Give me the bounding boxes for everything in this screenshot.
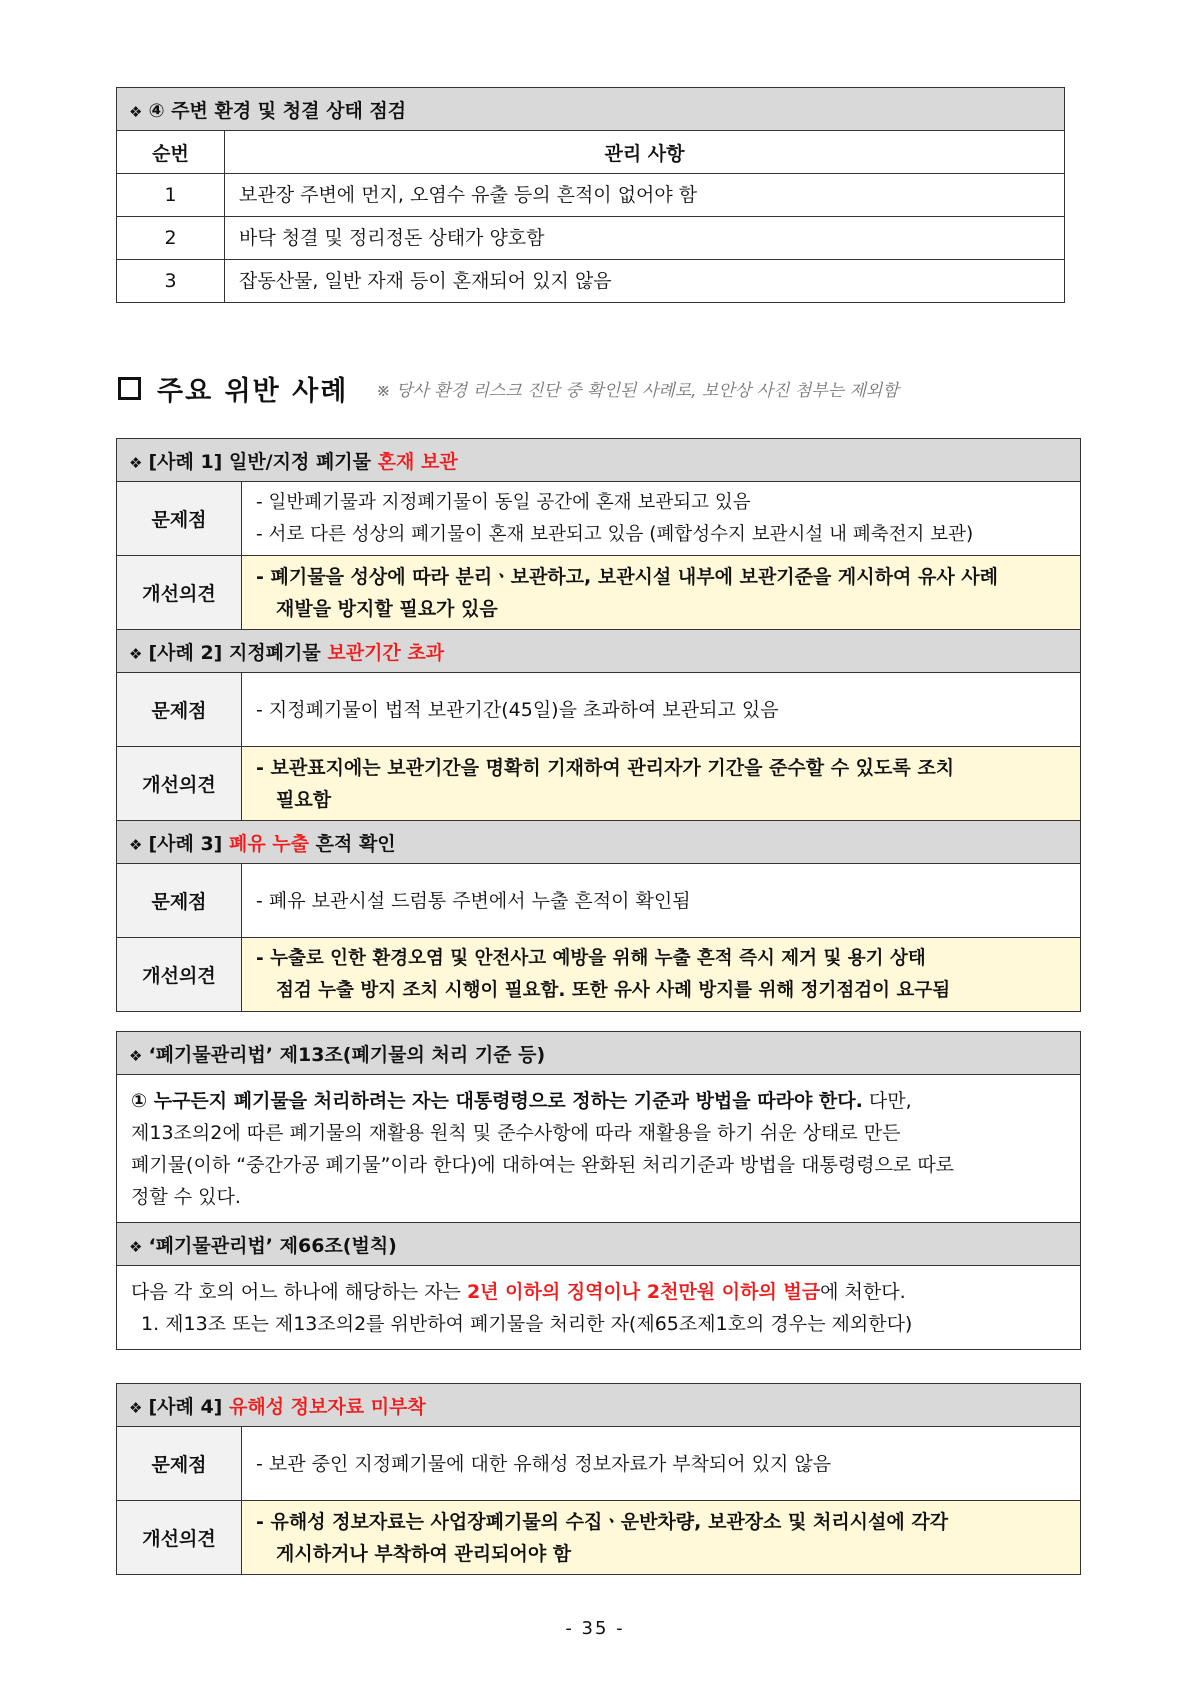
law-13-text: 정할 수 있다.	[131, 1185, 241, 1208]
opinion-label: 개선의견	[117, 938, 242, 1012]
opinion-text	[242, 556, 1081, 630]
violations-note: ※ 당사 환경 리스크 진단 중 확인된 사례로, 보안상 사진 첨부는 제외함	[376, 380, 899, 401]
page-number: - 35 -	[565, 1618, 625, 1639]
law-13-text: 다만,	[862, 1089, 912, 1112]
opinion-label: 개선의견	[117, 747, 242, 821]
penalty-highlight: 2년 이하의 징역이나 2천만원 이하의 벌금	[466, 1280, 821, 1303]
case-title: [사례 1] 일반/지정 폐기물	[148, 450, 378, 473]
opinion-text	[242, 1501, 1081, 1575]
problem-line: - 서로 다른 성상의 폐기물이 혼재 보관되고 있음 (폐합성수지 보관시설 내 폐축전지 보관)	[256, 523, 974, 545]
column-header-item: 관리 사항	[225, 131, 1065, 174]
law-66-body	[117, 1266, 1081, 1350]
case-highlight: 폐유 누출	[228, 832, 310, 855]
law-13-text: 폐기물(이하 “중간가공 폐기물”이라 한다)에 대하여는 완화된 처리기준과 방법을 대통령령으로 따로	[131, 1153, 955, 1176]
opinion-line: - 보관표지에는 보관기간을 명확히 기재하여 관리자가 기간을 준수할 수 있도록 조치	[256, 756, 955, 779]
opinion-text	[242, 747, 1081, 821]
row-number: 1	[117, 174, 225, 217]
diamond-bullet-icon: ❖	[129, 102, 143, 121]
cases-table	[116, 438, 1081, 1012]
law-66-header	[117, 1223, 1081, 1266]
case-2-header	[117, 630, 1081, 673]
row-number: 3	[117, 260, 225, 303]
case-highlight: 혼재 보관	[377, 450, 458, 473]
diamond-bullet-icon: ❖	[129, 644, 143, 663]
opinion-label: 개선의견	[117, 1501, 242, 1575]
problem-label: 문제점	[117, 1427, 242, 1501]
law-13-title: ‘폐기물관리법’ 제13조(폐기물의 처리 기준 등)	[148, 1043, 546, 1066]
case-title: [사례 2] 지정폐기물	[148, 641, 328, 664]
case-3-header	[117, 821, 1081, 864]
problem-text: - 지정폐기물이 법적 보관기간(45일)을 초과하여 보관되고 있음	[242, 673, 1081, 747]
diamond-bullet-icon: ❖	[129, 1398, 143, 1417]
diamond-bullet-icon: ❖	[129, 1046, 143, 1065]
opinion-text	[242, 938, 1081, 1012]
problem-label: 문제점	[117, 482, 242, 556]
violations-title: 주요 위반 사례	[157, 375, 349, 407]
column-header-no: 순번	[117, 131, 225, 174]
row-text: 바닥 청결 및 정리정돈 상태가 양호함	[225, 217, 1065, 260]
table-row	[117, 260, 1065, 303]
opinion-line: - 유해성 정보자료는 사업장폐기물의 수집ㆍ운반차량, 보관장소 및 처리시설에 각각	[256, 1510, 949, 1533]
case-title-suffix: 흔적 확인	[309, 832, 396, 855]
row-text: 잡동산물, 일반 자재 등이 혼재되어 있지 않음	[225, 260, 1065, 303]
case-1-header	[117, 439, 1081, 482]
checklist-table	[116, 87, 1065, 303]
problem-label: 문제점	[117, 673, 242, 747]
table-row	[117, 217, 1065, 260]
problem-label: 문제점	[117, 864, 242, 938]
case-title: [사례 4]	[148, 1395, 229, 1418]
law-66-text: 에 처한다.	[820, 1280, 906, 1303]
case-highlight: 유해성 정보자료 미부착	[228, 1395, 426, 1418]
case-title: [사례 3]	[148, 832, 229, 855]
law-table	[116, 1031, 1081, 1350]
law-13-main-clause: ① 누구든지 폐기물을 처리하려는 자는 대통령령으로 정하는 기준과 방법을 따라야 한다.	[131, 1089, 863, 1112]
case-4-table	[116, 1383, 1081, 1575]
table-row	[117, 174, 1065, 217]
opinion-line: 재발을 방지할 필요가 있음	[276, 597, 498, 620]
law-66-item: 1. 제13조 또는 제13조의2를 위반하여 폐기물을 처리한 자(제65조제1호의 경우는 제외한다)	[141, 1312, 913, 1335]
law-66-title: ‘폐기물관리법’ 제66조(벌칙)	[148, 1234, 397, 1257]
case-4-header	[117, 1384, 1081, 1427]
problem-text: - 보관 중인 지정폐기물에 대한 유해성 정보자료가 부착되어 있지 않음	[242, 1427, 1081, 1501]
law-13-body	[117, 1075, 1081, 1223]
section-title: ④ 주변 환경 및 청결 상태 점검	[148, 99, 407, 122]
problem-text	[242, 482, 1081, 556]
violations-heading	[118, 368, 899, 408]
opinion-label: 개선의견	[117, 556, 242, 630]
law-13-header	[117, 1032, 1081, 1075]
opinion-line: - 누출로 인한 환경오염 및 안전사고 예방을 위해 누출 흔적 즉시 제거 및 용기 상태	[256, 947, 926, 969]
case-highlight: 보관기간 초과	[327, 641, 445, 664]
opinion-line: 점검 누출 방지 조치 시행이 필요함. 또한 유사 사례 방지를 위해 정기점검이 요구됨	[276, 979, 951, 1001]
problem-line: - 일반폐기물과 지정폐기물이 동일 공간에 혼재 보관되고 있음	[256, 491, 751, 513]
law-66-text: 다음 각 호의 어느 하나에 해당하는 자는	[131, 1280, 467, 1303]
section-header	[117, 88, 1065, 131]
row-text: 보관장 주변에 먼지, 오염수 유출 등의 흔적이 없어야 함	[225, 174, 1065, 217]
diamond-bullet-icon: ❖	[129, 453, 143, 472]
diamond-bullet-icon: ❖	[129, 1237, 143, 1256]
diamond-bullet-icon: ❖	[129, 835, 143, 854]
opinion-line: 게시하거나 부착하여 관리되어야 함	[276, 1542, 572, 1565]
checkbox-square-icon	[118, 377, 141, 400]
law-13-text: 제13조의2에 따른 폐기물의 재활용 원칙 및 준수사항에 따라 재활용을 하기 쉬운 상태로 만든	[131, 1121, 901, 1144]
problem-text: - 폐유 보관시설 드럼통 주변에서 누출 흔적이 확인됨	[242, 864, 1081, 938]
opinion-line: 필요함	[276, 788, 332, 811]
opinion-line: - 폐기물을 성상에 따라 분리ㆍ보관하고, 보관시설 내부에 보관기준을 게시하여 유사 사례	[256, 565, 998, 588]
row-number: 2	[117, 217, 225, 260]
